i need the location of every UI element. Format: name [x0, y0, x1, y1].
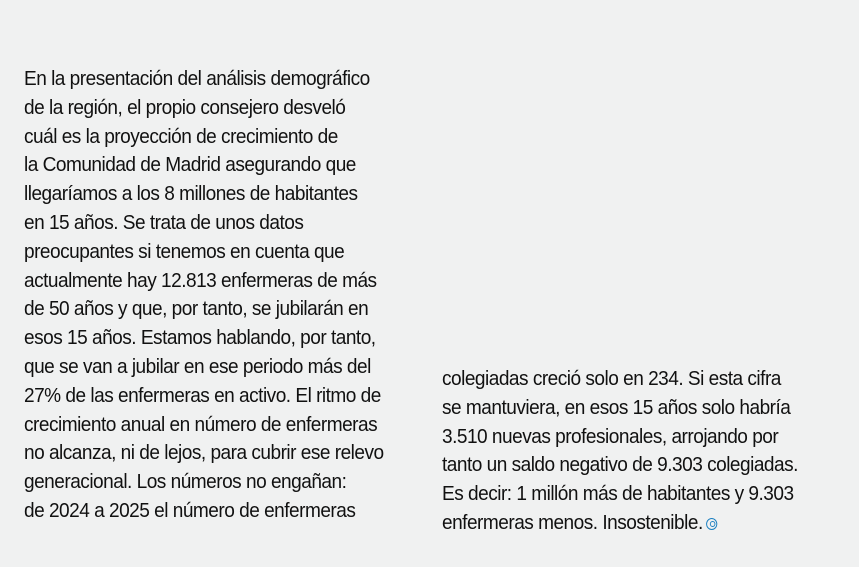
text-line-last	[442, 509, 798, 538]
text-line: la Comunidad de Madrid asegurando que	[24, 153, 356, 177]
text-line: llegaríamos a los 8 millones de habitantes	[24, 182, 358, 206]
text-line: 3.510 nuevas profesionales, arrojando por	[442, 424, 779, 448]
text-line: esos 15 años. Estamos hablando, por tanto,	[24, 326, 376, 350]
text-line: Es decir: 1 millón más de habitantes y 9.303	[442, 482, 794, 506]
article-left-column	[24, 65, 384, 526]
text-line: actualmente hay 12.813 enfermeras de más	[24, 268, 377, 292]
end-of-article-mark-icon	[706, 518, 717, 530]
text-line: tanto un saldo negativo de 9.303 colegiadas.	[442, 453, 798, 477]
text-line: de la región, el propio consejero desveló	[24, 95, 346, 119]
text-line: cuál es la proyección de crecimiento de	[24, 124, 338, 148]
article-right-column	[442, 365, 798, 538]
last-line-text: enfermeras menos. Insostenible.	[442, 510, 703, 534]
text-line: preocupantes si tenemos en cuenta que	[24, 239, 345, 263]
text-line: colegiadas creció solo en 234. Si esta cifra	[442, 367, 781, 390]
text-line: crecimiento anual en número de enfermeras	[24, 412, 378, 436]
text-line: en 15 años. Se trata de unos datos	[24, 210, 304, 234]
text-line: de 50 años y que, por tanto, se jubilarán en	[24, 297, 369, 321]
text-line: En la presentación del análisis demográfico	[24, 67, 370, 90]
text-line: generacional. Los números no engañan:	[24, 470, 347, 494]
text-line: se mantuviera, en esos 15 años solo habría	[442, 395, 791, 419]
text-line: 27% de las enfermeras en activo. El ritmo de	[24, 383, 381, 407]
text-line: de 2024 a 2025 el número de enfermeras	[24, 498, 356, 522]
text-line: no alcanza, ni de lejos, para cubrir ese relevo	[24, 441, 384, 465]
text-line: que se van a jubilar en ese periodo más del	[24, 354, 371, 378]
